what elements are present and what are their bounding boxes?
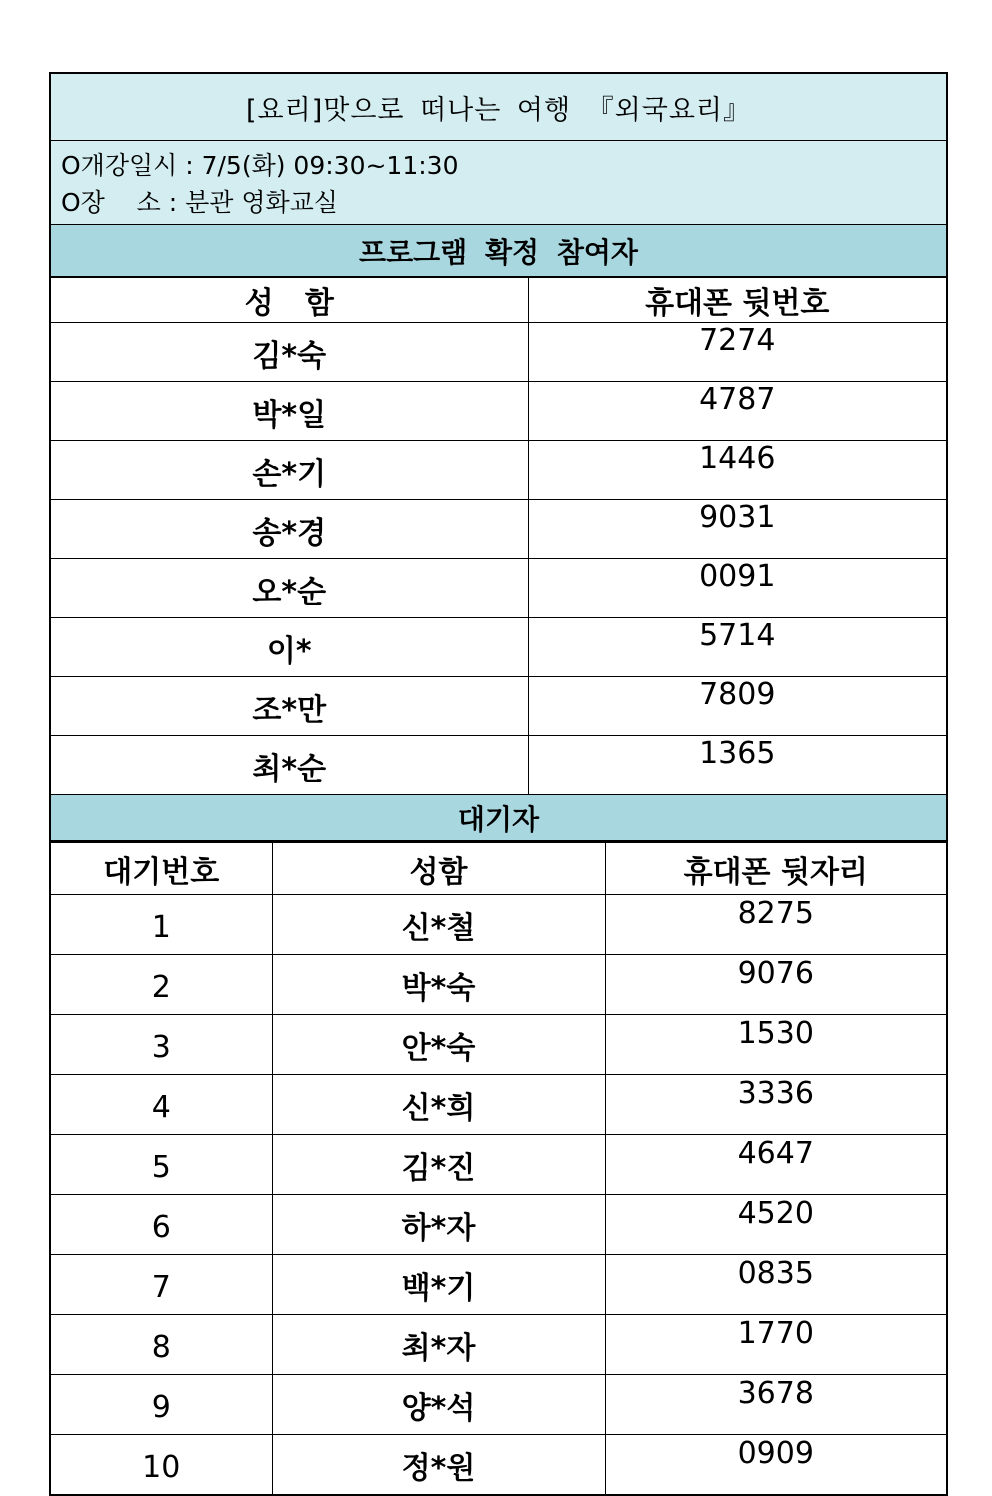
wait-number: 4 [51, 1075, 272, 1135]
confirmed-row [51, 559, 946, 618]
confirmed-row [51, 441, 946, 500]
waitlist-heading: 대기자 [51, 795, 946, 843]
confirmed-row [51, 618, 946, 677]
waitlist-row [51, 1435, 946, 1495]
participant-name: 조*만 [51, 677, 528, 736]
program-info [51, 141, 946, 225]
wait-number: 1 [51, 895, 272, 955]
confirmed-row [51, 677, 946, 736]
wait-phone: 3336 [605, 1075, 946, 1135]
participant-name: 김*숙 [51, 323, 528, 382]
confirmed-row [51, 323, 946, 382]
wait-name: 김*진 [272, 1135, 605, 1195]
wait-name: 안*숙 [272, 1015, 605, 1075]
waitlist-row [51, 1195, 946, 1255]
waitlist-row [51, 1075, 946, 1135]
wait-phone: 9076 [605, 955, 946, 1015]
wait-phone: 4520 [605, 1195, 946, 1255]
waitlist-row [51, 955, 946, 1015]
participant-name: 최*순 [51, 736, 528, 795]
wait-number: 8 [51, 1315, 272, 1375]
wait-phone: 8275 [605, 895, 946, 955]
waitlist-row [51, 1375, 946, 1435]
wait-name: 하*자 [272, 1195, 605, 1255]
wait-phone: 0909 [737, 1436, 814, 1471]
participant-name: 오*순 [51, 559, 528, 618]
wait-name: 양*석 [272, 1375, 605, 1435]
confirmed-row [51, 736, 946, 795]
col-waitname-header: 성함 [272, 843, 605, 895]
wait-phone: 1770 [605, 1315, 946, 1375]
waitlist-table [51, 843, 946, 1494]
wait-name: 신*희 [272, 1075, 605, 1135]
wait-phone: 1530 [605, 1015, 946, 1075]
wait-phone: 3678 [605, 1375, 946, 1435]
participant-phone: 1446 [528, 441, 946, 500]
participant-name: 손*기 [51, 441, 528, 500]
confirmed-table [51, 278, 946, 795]
col-phone-header: 휴대폰 뒷번호 [528, 278, 946, 323]
location-line: O장 소 : 분관 영화교실 [61, 188, 338, 217]
col-name-header: 성 함 [51, 278, 528, 323]
participant-phone: 7274 [528, 323, 946, 382]
waitlist-row [51, 1015, 946, 1075]
participant-name: 박*일 [51, 382, 528, 441]
confirmed-row [51, 382, 946, 441]
waitlist-row [51, 1315, 946, 1375]
document-title: [요리]맛으로 떠나는 여행 『외국요리』 [51, 74, 946, 141]
participant-phone: 7809 [528, 677, 946, 736]
wait-name: 백*기 [272, 1255, 605, 1315]
wait-number: 9 [51, 1375, 272, 1435]
col-waitphone-header: 휴대폰 뒷자리 [605, 843, 946, 895]
confirmed-header-row [51, 278, 946, 323]
participant-phone: 4787 [528, 382, 946, 441]
participant-phone: 5714 [528, 618, 946, 677]
wait-number: 6 [51, 1195, 272, 1255]
waitlist-row [51, 1135, 946, 1195]
wait-phone: 4647 [605, 1135, 946, 1195]
wait-name: 박*숙 [272, 955, 605, 1015]
wait-name: 최*자 [272, 1315, 605, 1375]
confirmed-heading: 프로그램 확정 참여자 [51, 225, 946, 278]
document-sheet [49, 72, 948, 1496]
waitlist-row [51, 895, 946, 955]
waitlist-row [51, 1255, 946, 1315]
participant-name: 송*경 [51, 500, 528, 559]
wait-name: 신*철 [272, 895, 605, 955]
confirmed-row [51, 500, 946, 559]
wait-number: 2 [51, 955, 272, 1015]
waitlist-header-row [51, 843, 946, 895]
wait-number: 7 [51, 1255, 272, 1315]
schedule-line: O개강일시 : 7/5(화) 09:30~11:30 [61, 151, 459, 180]
participant-name: 이* [51, 618, 528, 677]
wait-number: 3 [51, 1015, 272, 1075]
wait-phone: 0835 [605, 1255, 946, 1315]
wait-name: 정*원 [272, 1435, 605, 1495]
participant-phone: 9031 [528, 500, 946, 559]
participant-phone: 0091 [528, 559, 946, 618]
wait-number: 5 [51, 1135, 272, 1195]
participant-phone: 1365 [528, 736, 946, 795]
col-waitno-header: 대기번호 [51, 843, 272, 895]
wait-number: 10 [51, 1435, 272, 1495]
